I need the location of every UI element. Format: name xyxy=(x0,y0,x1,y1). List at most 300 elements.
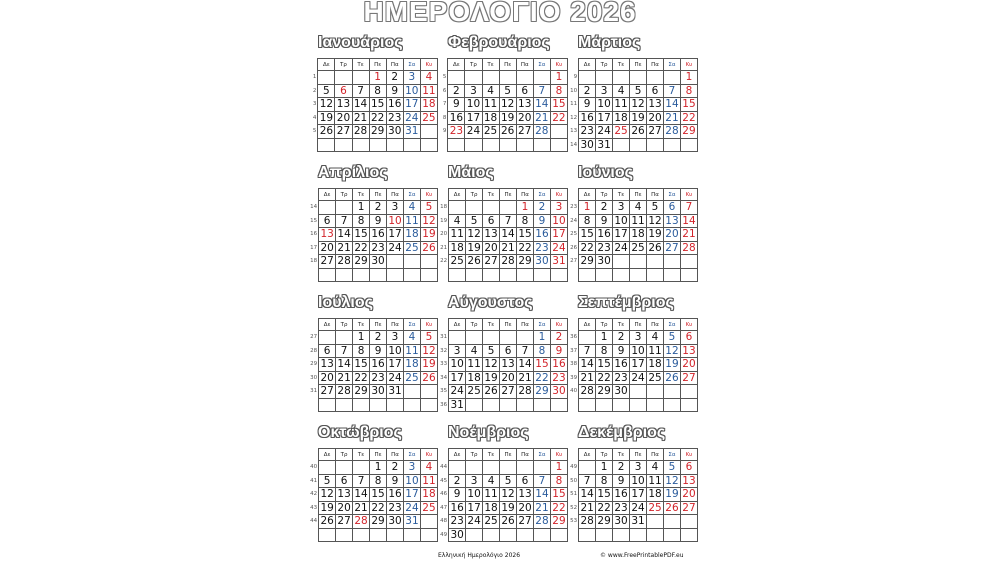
day-cell: 7 xyxy=(533,474,550,488)
day-cell: 22 xyxy=(370,111,385,124)
day-cell: 20 xyxy=(665,228,679,241)
day-cell: 28 xyxy=(518,385,532,398)
week-row xyxy=(308,344,438,358)
day-cell: 25 xyxy=(422,501,436,514)
weekday-header: Τρ xyxy=(336,189,353,201)
day-cell: 29 xyxy=(518,255,532,268)
day-cell xyxy=(533,461,550,475)
day-cell: 19 xyxy=(500,111,515,124)
day-cell xyxy=(370,398,387,412)
weekday-header: Πα xyxy=(516,59,533,71)
day-cell xyxy=(613,71,630,85)
day-cell: 10 xyxy=(388,344,402,357)
day-cell: 3 xyxy=(466,474,483,488)
day-cell: 20 xyxy=(682,488,696,501)
day-cell: 1 xyxy=(517,201,534,215)
day-cell xyxy=(319,528,336,542)
day-cell: 31 xyxy=(552,255,566,268)
day-cell: 6 xyxy=(483,214,500,228)
weekday-header: Κυ xyxy=(550,189,567,201)
month-name: Σεπτέμβριος xyxy=(578,294,674,311)
day-cell: 17 xyxy=(388,358,402,371)
weekday-header: Πα xyxy=(387,189,404,201)
day-cell: 30 xyxy=(371,385,385,398)
day-cell: 5 xyxy=(663,331,680,345)
day-cell: 17 xyxy=(467,501,481,514)
day-cell xyxy=(579,461,596,475)
week-number: 48 xyxy=(440,518,448,525)
weekday-header: Πε xyxy=(500,319,517,331)
week-row xyxy=(568,255,698,269)
day-cell: 20 xyxy=(320,241,334,254)
day-cell: 3 xyxy=(465,84,482,98)
day-cell: 22 xyxy=(597,501,611,514)
week-number: 23 xyxy=(570,204,578,211)
weekday-header: Πε xyxy=(370,319,387,331)
day-cell: 12 xyxy=(631,98,645,111)
day-cell: 29 xyxy=(370,125,385,138)
weekday-header: Κυ xyxy=(420,319,437,331)
week-row xyxy=(568,214,698,228)
week-row xyxy=(568,138,698,152)
day-cell: 15 xyxy=(597,358,611,371)
week-row xyxy=(308,515,438,529)
day-cell xyxy=(596,71,613,85)
week-number xyxy=(308,398,319,412)
week-number-header xyxy=(308,449,319,461)
day-cell xyxy=(579,398,596,412)
day-cell: 31 xyxy=(388,385,402,398)
day-cell: 11 xyxy=(405,344,419,357)
day-cell: 14 xyxy=(337,358,351,371)
day-cell xyxy=(680,528,697,542)
day-cell: 19 xyxy=(665,358,679,371)
week-number: 21 xyxy=(440,244,448,251)
week-row xyxy=(568,84,698,98)
day-cell xyxy=(420,268,437,282)
day-cell: 3 xyxy=(630,461,647,475)
month-calendar-table xyxy=(438,318,568,412)
day-cell: 11 xyxy=(450,228,464,241)
week-row xyxy=(308,138,438,152)
week-number: 31 xyxy=(310,388,318,395)
day-cell: 4 xyxy=(466,344,483,358)
day-cell: 6 xyxy=(517,474,534,488)
day-cell: 5 xyxy=(483,344,500,358)
day-cell: 28 xyxy=(580,515,594,528)
day-cell xyxy=(680,268,697,282)
day-cell xyxy=(500,268,517,282)
day-cell: 2 xyxy=(533,201,550,215)
day-cell: 16 xyxy=(371,358,385,371)
day-cell: 10 xyxy=(405,474,419,487)
day-cell: 12 xyxy=(467,228,481,241)
weekday-header: Πα xyxy=(647,59,664,71)
day-cell: 13 xyxy=(665,214,679,227)
day-cell: 2 xyxy=(386,71,403,85)
weekday-header: Δε xyxy=(318,59,335,71)
week-row xyxy=(438,501,568,515)
day-cell xyxy=(319,398,336,412)
day-cell: 13 xyxy=(336,98,351,111)
week-number: 28 xyxy=(310,347,318,354)
day-cell: 29 xyxy=(597,515,611,528)
day-cell: 8 xyxy=(353,344,370,358)
weekday-header: Τε xyxy=(353,449,370,461)
weekday-header: Κυ xyxy=(680,319,697,331)
day-cell xyxy=(387,255,404,269)
week-row xyxy=(438,98,568,112)
day-cell: 8 xyxy=(596,474,613,488)
day-cell: 10 xyxy=(466,98,481,111)
weekday-header: Κυ xyxy=(680,59,697,71)
day-cell: 24 xyxy=(388,371,402,384)
week-number: 51 xyxy=(570,491,578,498)
day-cell: 25 xyxy=(450,255,464,268)
day-cell xyxy=(420,528,437,542)
day-cell xyxy=(630,138,647,152)
day-cell xyxy=(420,138,437,152)
day-cell xyxy=(680,138,697,152)
weekday-header: Σα xyxy=(403,319,420,331)
day-cell: 18 xyxy=(484,501,498,514)
week-number: 16 xyxy=(310,231,318,238)
day-cell: 7 xyxy=(353,474,370,488)
week-number-header xyxy=(438,189,449,201)
day-cell xyxy=(352,138,369,152)
day-cell xyxy=(647,515,664,529)
day-cell: 15 xyxy=(535,358,549,371)
day-cell: 1 xyxy=(680,71,697,85)
day-cell: 27 xyxy=(501,385,515,398)
day-cell: 9 xyxy=(386,84,403,98)
day-cell: 15 xyxy=(682,98,696,111)
day-cell: 1 xyxy=(550,71,567,85)
day-cell: 18 xyxy=(405,358,419,371)
week-number: 7 xyxy=(442,101,447,108)
day-cell xyxy=(466,201,483,215)
day-cell: 9 xyxy=(370,214,387,228)
day-cell xyxy=(663,138,680,152)
day-cell: 10 xyxy=(388,214,402,227)
weekday-header: Πα xyxy=(517,319,534,331)
day-cell xyxy=(449,201,466,215)
weekday-header: Δε xyxy=(449,319,466,331)
weekday-header: Τρ xyxy=(596,319,613,331)
week-row xyxy=(308,228,438,242)
day-cell: 19 xyxy=(484,371,498,384)
day-cell: 1 xyxy=(550,461,567,475)
day-cell: 18 xyxy=(483,111,498,124)
day-cell: 27 xyxy=(665,241,679,254)
weekday-header: Σα xyxy=(663,449,680,461)
day-cell: 27 xyxy=(336,125,351,138)
week-number: 29 xyxy=(310,361,318,368)
weekday-header: Τε xyxy=(353,319,370,331)
weekday-header: Σα xyxy=(403,59,420,71)
week-row xyxy=(308,385,438,399)
week-row xyxy=(568,98,698,112)
week-number-header xyxy=(308,59,318,71)
day-cell: 25 xyxy=(467,385,481,398)
day-cell: 27 xyxy=(484,255,498,268)
day-cell: 29 xyxy=(354,255,368,268)
week-row xyxy=(438,125,568,139)
day-cell xyxy=(483,331,500,345)
day-cell xyxy=(647,528,664,542)
day-cell: 14 xyxy=(665,98,679,111)
week-row xyxy=(308,358,438,372)
day-cell xyxy=(550,528,567,542)
day-cell: 30 xyxy=(450,528,464,541)
day-cell: 17 xyxy=(614,228,628,241)
week-row xyxy=(568,385,698,399)
day-cell: 14 xyxy=(518,358,532,371)
day-cell xyxy=(596,398,613,412)
week-number: 46 xyxy=(440,491,448,498)
week-number: 10 xyxy=(570,87,578,94)
day-cell: 11 xyxy=(405,214,419,227)
day-cell xyxy=(482,138,499,152)
day-cell xyxy=(663,385,680,399)
day-cell: 5 xyxy=(319,474,336,488)
day-cell: 4 xyxy=(403,331,420,345)
day-cell: 26 xyxy=(319,125,334,138)
page-title: ΗΜΕΡΟΛΟΓΙΟ 2026 xyxy=(363,0,637,27)
weekday-header: Τε xyxy=(482,59,499,71)
day-cell xyxy=(483,398,500,412)
day-cell: 24 xyxy=(467,515,481,528)
day-cell: 21 xyxy=(580,501,594,514)
day-cell: 6 xyxy=(319,344,336,358)
day-cell xyxy=(403,268,420,282)
day-cell: 9 xyxy=(449,488,466,502)
day-cell xyxy=(517,268,534,282)
week-number-header xyxy=(308,319,319,331)
weekday-header: Πα xyxy=(387,319,404,331)
weekday-header: Σα xyxy=(533,189,550,201)
day-cell: 22 xyxy=(597,371,611,384)
day-cell xyxy=(336,201,353,215)
day-cell: 25 xyxy=(405,241,419,254)
day-cell xyxy=(680,398,697,412)
week-number-header xyxy=(438,319,449,331)
week-number: 36 xyxy=(570,334,578,341)
day-cell xyxy=(613,398,630,412)
day-cell: 21 xyxy=(682,228,696,241)
month-name: Δεκέμβριος xyxy=(578,424,666,441)
day-cell: 23 xyxy=(597,241,611,254)
day-cell: 14 xyxy=(580,488,594,501)
week-row xyxy=(568,515,698,529)
month-name: Ιούνιος xyxy=(578,164,633,181)
week-number xyxy=(568,528,579,542)
day-cell: 1 xyxy=(596,331,613,345)
day-cell: 29 xyxy=(682,125,696,138)
day-cell: 18 xyxy=(450,241,464,254)
week-number: 5 xyxy=(312,128,317,135)
day-cell: 23 xyxy=(580,125,594,138)
day-cell: 1 xyxy=(353,331,370,345)
weekday-header: Δε xyxy=(579,59,596,71)
day-cell: 24 xyxy=(405,501,419,514)
day-cell: 31 xyxy=(631,515,645,528)
day-cell xyxy=(335,138,352,152)
day-cell: 30 xyxy=(552,385,566,398)
day-cell: 22 xyxy=(354,371,368,384)
week-row xyxy=(308,214,438,228)
day-cell xyxy=(449,268,466,282)
day-cell: 26 xyxy=(320,515,334,528)
week-number xyxy=(438,138,448,152)
day-cell: 3 xyxy=(550,201,567,215)
day-cell: 1 xyxy=(579,201,596,215)
day-cell: 21 xyxy=(354,501,368,514)
week-number: 12 xyxy=(570,114,578,121)
day-cell xyxy=(369,138,386,152)
week-number: 43 xyxy=(310,504,318,511)
day-cell: 20 xyxy=(336,111,351,124)
week-row xyxy=(438,84,568,98)
day-cell: 2 xyxy=(370,331,387,345)
weekday-header: Δε xyxy=(579,319,596,331)
day-cell xyxy=(465,138,482,152)
day-cell: 15 xyxy=(354,358,368,371)
week-number: 9 xyxy=(442,128,447,135)
day-cell: 17 xyxy=(450,371,464,384)
day-cell: 5 xyxy=(420,331,437,345)
day-cell: 27 xyxy=(648,125,662,138)
day-cell: 6 xyxy=(500,344,517,358)
weekday-header: Τρ xyxy=(466,319,483,331)
day-cell: 18 xyxy=(648,358,662,371)
weekday-header: Τρ xyxy=(596,189,613,201)
day-cell xyxy=(663,515,680,529)
week-number: 50 xyxy=(570,477,578,484)
month-calendar-table xyxy=(308,188,438,282)
day-cell: 24 xyxy=(450,385,464,398)
day-cell xyxy=(353,461,370,475)
day-cell: 19 xyxy=(422,228,436,241)
day-cell: 1 xyxy=(369,71,386,85)
weekday-header: Πε xyxy=(630,319,647,331)
day-cell: 3 xyxy=(387,331,404,345)
day-cell: 26 xyxy=(665,501,679,514)
day-cell: 15 xyxy=(580,228,594,241)
week-row xyxy=(568,358,698,372)
week-number xyxy=(568,268,579,282)
weekday-header: Πα xyxy=(517,189,534,201)
day-cell: 14 xyxy=(535,98,549,111)
day-cell xyxy=(353,268,370,282)
day-cell xyxy=(352,71,369,85)
week-row xyxy=(438,515,568,529)
day-cell: 23 xyxy=(614,371,628,384)
day-cell xyxy=(387,268,404,282)
week-number: 8 xyxy=(442,114,447,121)
day-cell xyxy=(318,71,335,85)
week-row xyxy=(308,474,438,488)
day-cell: 20 xyxy=(518,501,532,514)
day-cell: 13 xyxy=(648,98,662,111)
day-cell: 19 xyxy=(319,111,334,124)
day-cell: 4 xyxy=(647,461,664,475)
day-cell: 14 xyxy=(682,214,696,227)
day-cell: 30 xyxy=(614,385,628,398)
week-row xyxy=(438,358,568,372)
day-cell: 8 xyxy=(517,214,534,228)
week-number: 5 xyxy=(442,74,447,81)
day-cell xyxy=(663,398,680,412)
day-cell: 22 xyxy=(552,501,566,514)
day-cell: 26 xyxy=(467,255,481,268)
day-cell: 19 xyxy=(648,228,662,241)
day-cell: 18 xyxy=(422,98,436,111)
day-cell: 29 xyxy=(371,515,385,528)
week-number: 40 xyxy=(570,388,578,395)
day-cell: 5 xyxy=(500,474,517,488)
weekday-header: Πα xyxy=(647,319,664,331)
day-cell: 13 xyxy=(682,474,696,487)
week-row xyxy=(568,228,698,242)
day-cell xyxy=(466,398,483,412)
day-cell: 11 xyxy=(648,344,662,357)
week-number: 27 xyxy=(310,334,318,341)
day-cell: 5 xyxy=(647,201,664,215)
day-cell xyxy=(500,528,517,542)
week-number-header xyxy=(438,449,449,461)
day-cell: 4 xyxy=(482,84,499,98)
day-cell: 7 xyxy=(579,344,596,358)
weekday-header: Τε xyxy=(613,449,630,461)
week-row xyxy=(568,461,698,475)
week-number-header xyxy=(438,59,448,71)
weekday-header: Πα xyxy=(647,189,664,201)
day-cell: 8 xyxy=(369,84,386,98)
weekday-header: Σα xyxy=(663,319,680,331)
weekday-header: Πα xyxy=(647,449,664,461)
month-name: Μάιος xyxy=(448,164,494,181)
footer-left: Ελληνική Ημερολόγιο 2026 xyxy=(438,552,521,559)
day-cell: 11 xyxy=(648,474,662,487)
day-cell: 30 xyxy=(614,515,628,528)
month-name: Μάρτιος xyxy=(578,34,641,51)
day-cell: 18 xyxy=(467,371,481,384)
day-cell: 3 xyxy=(449,344,466,358)
day-cell: 15 xyxy=(370,98,385,111)
weekday-header: Τρ xyxy=(336,449,353,461)
week-number: 20 xyxy=(440,231,448,238)
day-cell xyxy=(403,385,420,399)
day-cell: 9 xyxy=(387,474,404,488)
week-row xyxy=(438,474,568,488)
week-row xyxy=(438,201,568,215)
day-cell: 11 xyxy=(483,98,498,111)
month-name: Ιούλιος xyxy=(318,294,373,311)
weekday-header: Πα xyxy=(517,449,534,461)
day-cell: 16 xyxy=(449,111,464,124)
week-row xyxy=(438,331,568,345)
day-cell xyxy=(630,255,647,269)
day-cell: 28 xyxy=(665,125,679,138)
day-cell: 10 xyxy=(405,84,419,97)
day-cell: 23 xyxy=(449,125,464,138)
day-cell xyxy=(533,268,550,282)
day-cell xyxy=(386,138,403,152)
day-cell xyxy=(318,138,335,152)
week-row xyxy=(438,398,568,412)
day-cell: 22 xyxy=(682,111,696,124)
